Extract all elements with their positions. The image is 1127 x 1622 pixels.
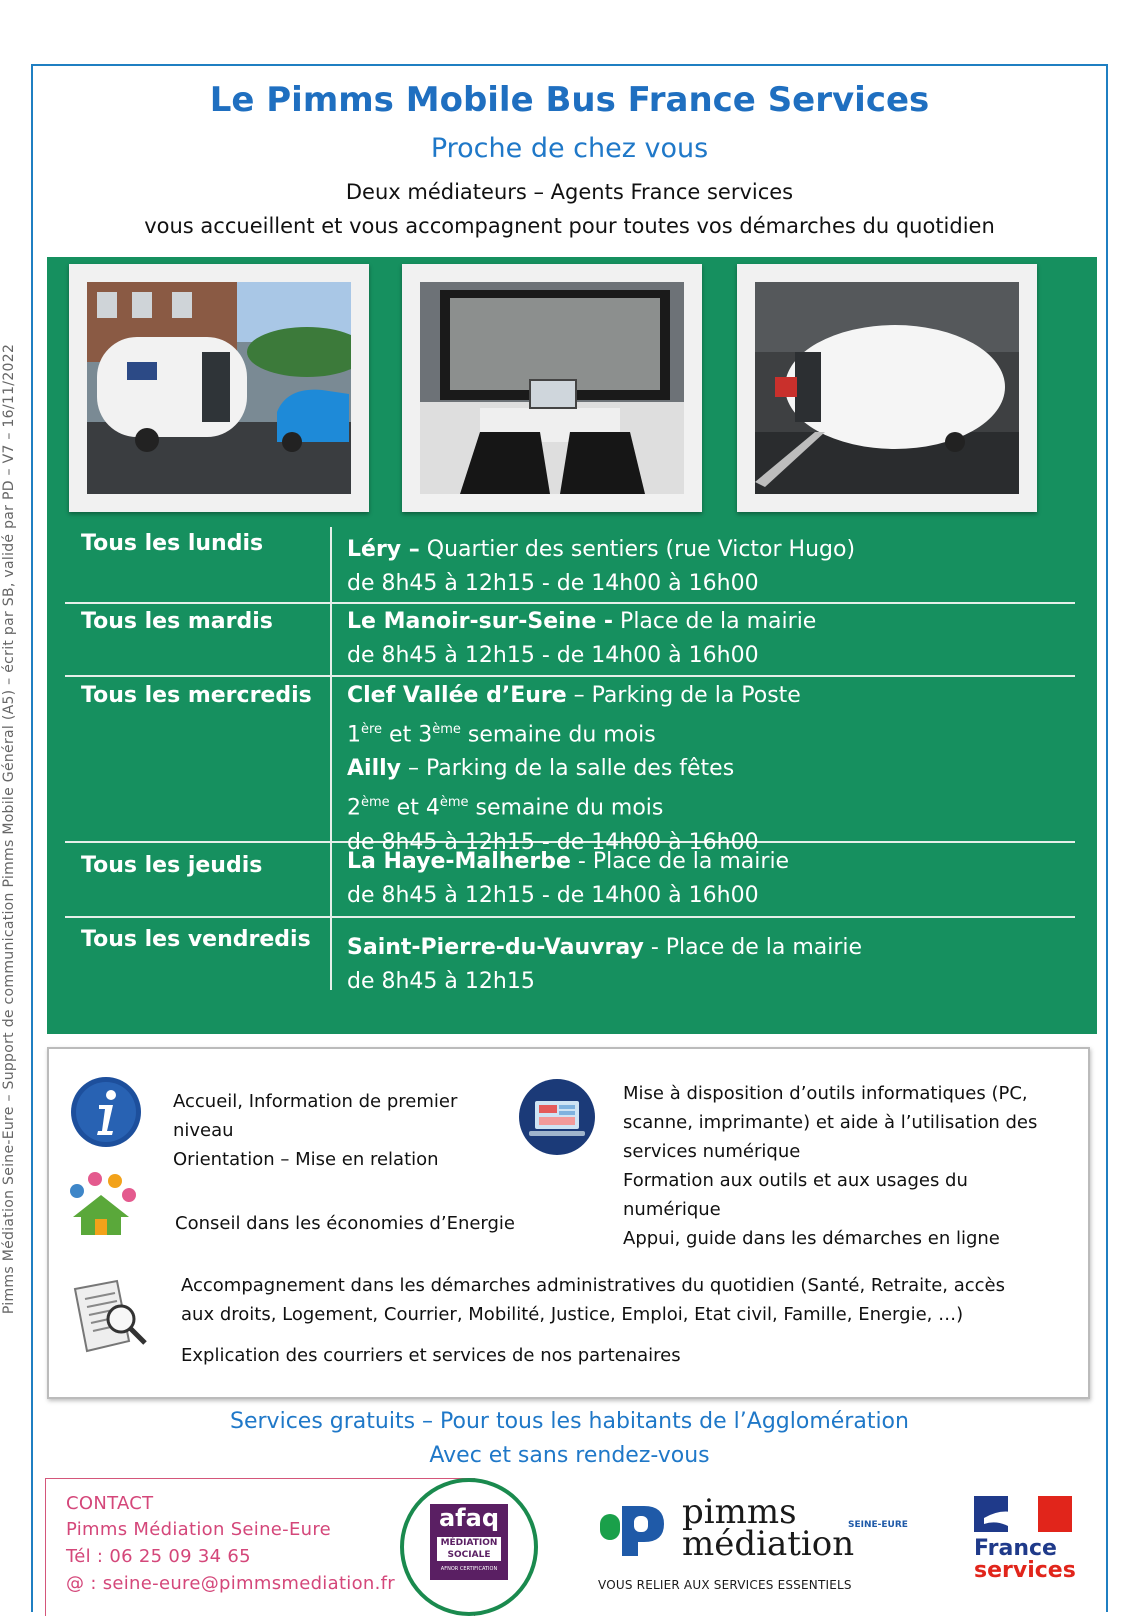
- wednesday-weeks-1: 1ère et 3ème semaine du mois: [347, 722, 656, 748]
- service-digital: Mise à disposition d’outils informatiques (PC, scanne, imprimante) et aide à l’utilisation des services numérique Formation aux outils et aux usages du numérique Appui, guide dans les démarches en ligne: [623, 1083, 1038, 1249]
- afaq-label-text: MÉDIATION SOCIALE: [440, 1538, 498, 1560]
- thursday-hours: de 8h45 à 12h15 - de 14h00 à 16h00: [347, 883, 759, 908]
- wednesday-place1-detail: – Parking de la Poste: [566, 683, 801, 708]
- wednesday-place2-detail: – Parking de la salle des fêtes: [401, 756, 735, 782]
- service-info: Accueil, Information de premier niveau Orientation – Mise en relation: [173, 1091, 458, 1170]
- photo-bus-parking: [69, 264, 369, 512]
- page-title: Le Pimms Mobile Bus France Services: [209, 80, 930, 120]
- schedule-column-divider: [330, 527, 332, 990]
- wednesday-weeks-2: 2ème et 4ème semaine du mois: [347, 795, 664, 821]
- free-services-line: Services gratuits – Pour tous les habitants de l’Agglomération: [230, 1409, 909, 1434]
- monday-place-name: Léry –: [347, 537, 420, 562]
- intro-line-2: vous accueillent et vous accompagnent pour toutes vos démarches du quotidien: [144, 214, 995, 238]
- photo-bus-interior-image: [420, 282, 684, 494]
- photo-bus-interior: [402, 264, 702, 512]
- schedule-day-tuesday: Tous les mardis: [81, 609, 273, 634]
- wednesday-hours: de 8h45 à 12h15 - de 14h00 à 16h00: [347, 829, 759, 855]
- schedule-divider-1: [65, 602, 1075, 604]
- document-magnifier-icon: [69, 1275, 151, 1361]
- schedule-day-friday: Tous les vendredis: [81, 927, 311, 952]
- france-services-logo-text: France services: [974, 1536, 1076, 1583]
- monday-hours: de 8h45 à 12h15 - de 14h00 à 16h00: [347, 571, 759, 596]
- schedule-entry-thursday: [347, 845, 1067, 913]
- intro-line-1: Deux médiateurs – Agents France services: [345, 180, 794, 204]
- photo-bus-parking-image: [87, 282, 351, 494]
- wednesday-place2-name: Ailly: [347, 756, 401, 782]
- pimms-logo-tagline: VOUS RELIER AUX SERVICES ESSENTIELS: [598, 1578, 852, 1592]
- tuesday-place-detail: Place de la mairie: [613, 609, 817, 634]
- monday-place-detail: Quartier des sentiers (rue Victor Hugo): [419, 537, 856, 562]
- schedule-day-thursday: Tous les jeudis: [81, 853, 263, 878]
- friday-place-name: Saint-Pierre-du-Vauvray: [347, 935, 644, 960]
- schedule-panel: [47, 257, 1097, 1034]
- afaq-logo: [400, 1478, 538, 1616]
- service-admin: Accompagnement dans les démarches administratives du quotidien (Santé, Retraite, accès aux droits, Logement, Courrier, Mobilité, Justice, Emploi, Etat civil, Famille, Energie, …): [181, 1275, 1006, 1325]
- afaq-small-text: AFNOR CERTIFICATION: [440, 1566, 498, 1572]
- tuesday-hours: de 8h45 à 12h15 - de 14h00 à 16h00: [347, 643, 759, 668]
- pimms-logo-mark: [598, 1502, 670, 1562]
- schedule-divider-2: [65, 675, 1075, 677]
- computer-icon: [517, 1077, 597, 1161]
- photo-bus-side: [737, 264, 1037, 512]
- contact-heading: CONTACT: [66, 1493, 154, 1514]
- service-energy: Conseil dans les économies d’Energie: [175, 1213, 516, 1234]
- tuesday-place-name: Le Manoir-sur-Seine -: [347, 609, 614, 634]
- thursday-place-name: La Haye-Malherbe: [347, 849, 571, 874]
- contact-phone[interactable]: Tél : 06 25 09 34 65: [66, 1546, 251, 1567]
- afaq-logo-text: afaq: [438, 1504, 499, 1532]
- schedule-entry-wednesday: [347, 679, 1067, 860]
- schedule-divider-4: [65, 916, 1075, 918]
- contact-email[interactable]: @ : seine-eure@pimmsmediation.fr: [66, 1573, 395, 1594]
- schedule-day-wednesday: Tous les mercredis: [81, 683, 312, 708]
- pimms-logo-region: SEINE-EURE: [848, 1520, 908, 1530]
- schedule-entry-monday: [347, 533, 1067, 601]
- friday-hours: de 8h45 à 12h15: [347, 969, 535, 994]
- service-courier: Explication des courriers et services de nos partenaires: [181, 1345, 681, 1366]
- info-icon: [69, 1075, 143, 1153]
- services-box: [47, 1047, 1090, 1399]
- schedule-entry-friday: [347, 931, 1067, 999]
- thursday-place-detail: - Place de la mairie: [570, 849, 790, 874]
- side-note: Pimms Médiation Seine-Eure – Support de communication Pimms Mobile Général (A5) – écrit par SB, validé par PD – V7 – 16/11/2022: [1, 343, 17, 1315]
- photo-bus-side-image: [755, 282, 1019, 494]
- pimms-logo-text: pimms médiation: [682, 1492, 855, 1564]
- energy-savings-icon: [61, 1169, 141, 1243]
- wednesday-place1-name: Clef Vallée d’Eure: [347, 683, 567, 708]
- page-subtitle: Proche de chez vous: [430, 133, 709, 164]
- schedule-entry-tuesday: [347, 605, 1067, 673]
- france-services-logo-mark: [974, 1496, 1072, 1538]
- contact-org: Pimms Médiation Seine-Eure: [66, 1519, 332, 1540]
- appointment-line: Avec et sans rendez-vous: [429, 1443, 710, 1468]
- friday-place-detail: - Place de la mairie: [643, 935, 863, 960]
- schedule-day-monday: Tous les lundis: [81, 531, 264, 556]
